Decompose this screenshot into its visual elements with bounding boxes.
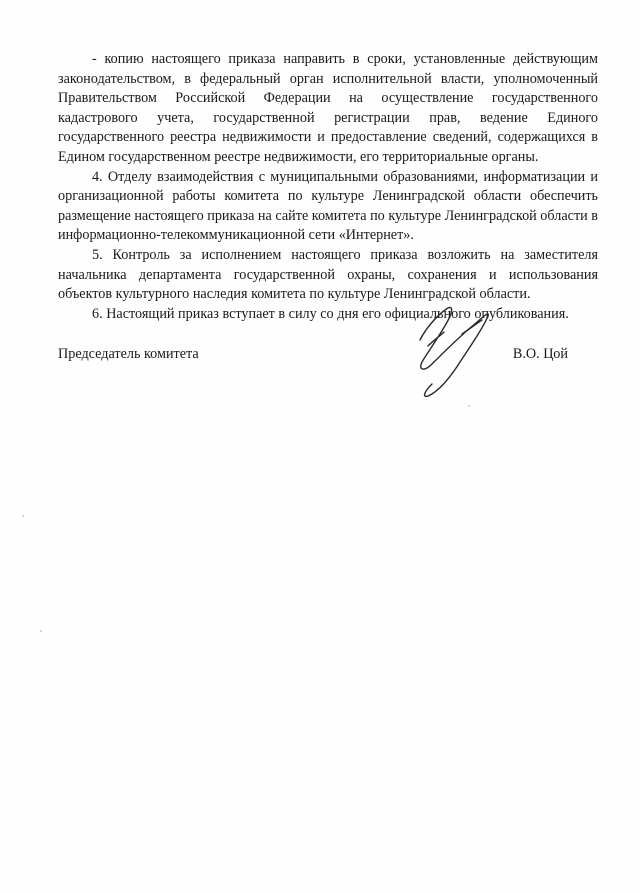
signatory-name: В.О. Цой <box>512 346 568 362</box>
paragraph-item-4: 4. Отделу взаимодействия с муниципальными образованиями, информатизации и организационной работы комитета по культуре Ленинградской области обеспечить размещение настоящего приказа на сайте комитета по культуре Ленинградской области в информационно-телекоммуникационной сети «Интернет». <box>58 168 598 244</box>
signatory-title: Председатель комитета <box>58 346 199 362</box>
signature-block <box>58 342 568 366</box>
paragraph-item-6: 6. Настоящий приказ вступает в силу со дня его официального опубликования. <box>92 305 569 322</box>
scan-speck <box>22 515 24 517</box>
scan-speck <box>40 630 42 632</box>
document-body <box>58 50 598 324</box>
paragraph-item-5: 5. Контроль за исполнением настоящего приказа возложить на заместителя начальника департамента государственной охраны, сохранения и использования объектов культурного наследия комитета по культуре Ленинградской области. <box>58 246 598 303</box>
paragraph-copy-directive: - копию настоящего приказа направить в сроки, установленные действующим законодательством, в федеральный орган исполнительной власти, уполномоченный Правительством Российской Федерации на осуществление государственного кадастрового учета, государственной регистрации прав, ведение Единого государственного реестра недвижимости и предоставление сведений, содержащихся в Едином государственном реестре недвижимости, его территориальные органы. <box>58 51 598 165</box>
scan-speck <box>468 405 470 407</box>
